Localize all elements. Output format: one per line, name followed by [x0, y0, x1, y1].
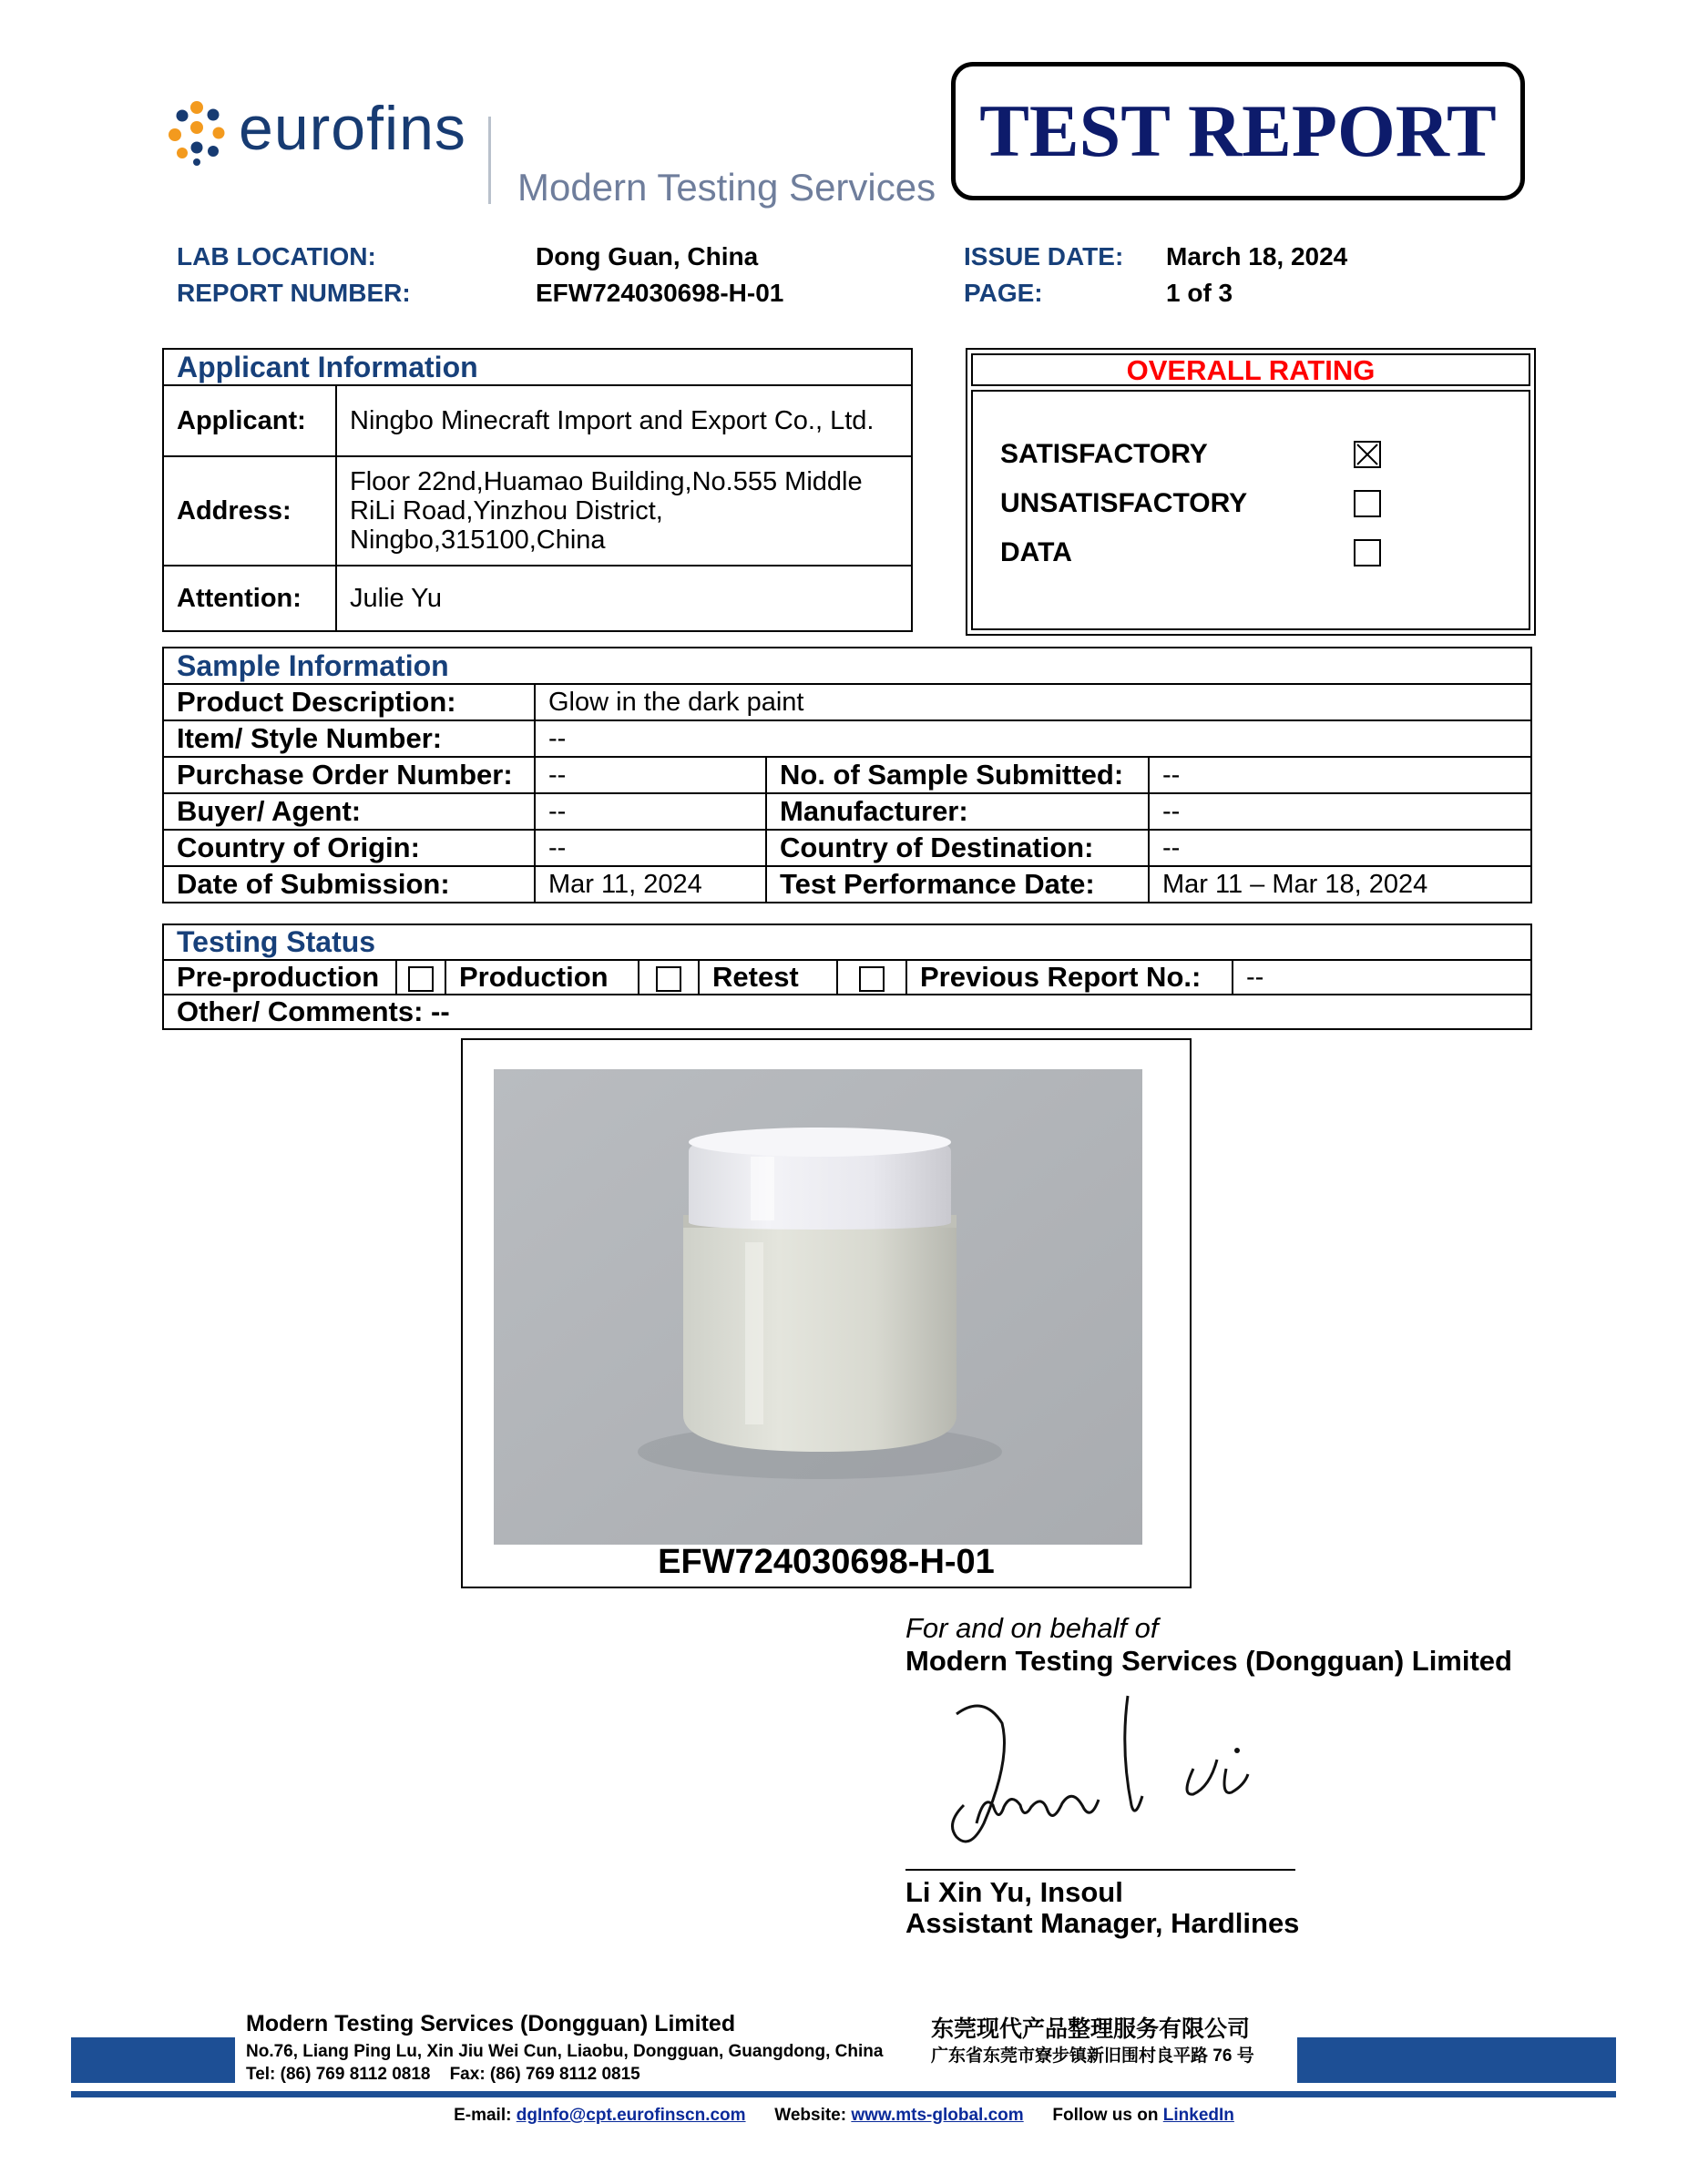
sample-info-heading: Sample Information: [163, 648, 1531, 684]
eurofins-logo-icon: [164, 100, 230, 166]
footer-tel-fax: Tel: (86) 769 8112 0818 Fax: (86) 769 8112 0815: [246, 2065, 640, 2084]
test-date-label: Test Performance Date:: [766, 866, 1149, 903]
rating-unsatisfactory-label: UNSATISFACTORY: [1000, 488, 1248, 518]
linkedin-link[interactable]: LinkedIn: [1162, 2106, 1234, 2125]
footer-rule: [71, 2091, 1616, 2097]
footer-address-en: No.76, Liang Ping Lu, Xin Jiu Wei Cun, Liaobu, Dongguan, Guangdong, China: [246, 2042, 884, 2061]
handwritten-signature: [920, 1687, 1284, 1860]
buyer-agent-value: --: [535, 793, 766, 830]
footer-bar-left: [71, 2037, 235, 2083]
logo-divider: [488, 117, 491, 204]
rating-satisfactory-label: SATISFACTORY: [1000, 439, 1208, 469]
buyer-agent-label: Buyer/ Agent:: [163, 793, 535, 830]
page-label: PAGE:: [964, 279, 1043, 307]
overall-rating-box: [966, 348, 1536, 636]
applicant-label: Applicant:: [163, 385, 336, 456]
pre-production-label: Pre-production: [163, 960, 396, 995]
lab-location-label: LAB LOCATION:: [177, 242, 376, 270]
manufacturer-value: --: [1149, 793, 1531, 830]
retest-label: Retest: [699, 960, 837, 995]
email-label: E-mail:: [454, 2106, 512, 2125]
production-checkbox[interactable]: [656, 966, 681, 992]
test-date-value: Mar 11 – Mar 18, 2024: [1149, 866, 1531, 903]
photo-caption: EFW724030698-H-01: [658, 1543, 995, 1581]
on-behalf-text: For and on behalf of: [905, 1612, 1159, 1644]
item-style-value: --: [535, 720, 1531, 757]
report-number-label: REPORT NUMBER:: [177, 279, 411, 307]
country-destination-value: --: [1149, 830, 1531, 866]
address-line-1: Floor 22nd,Huamao Building,No.555 Middle: [350, 467, 863, 496]
sample-info-table: [162, 647, 1532, 903]
testing-status-table: [162, 924, 1532, 1030]
sample-photo-frame: [461, 1038, 1192, 1588]
submission-date-label: Date of Submission:: [163, 866, 535, 903]
issue-date-label: ISSUE DATE:: [964, 242, 1124, 270]
footer-contact-links: [0, 2106, 1688, 2126]
signatory-title: Assistant Manager, Hardlines: [905, 1907, 1300, 1939]
checked-x-icon: [1356, 443, 1379, 466]
issue-date-value: March 18, 2024: [1166, 242, 1348, 270]
rating-data-checkbox[interactable]: [1354, 539, 1381, 566]
pre-production-cell: [396, 960, 445, 995]
manufacturer-label: Manufacturer:: [766, 793, 1149, 830]
production-label: Production: [445, 960, 639, 995]
report-title-box: [951, 62, 1525, 200]
footer-company-en: Modern Testing Services (Dongguan) Limited: [246, 2011, 736, 2036]
footer-company-cn: 东莞现代产品整理服务有限公司: [931, 2016, 1251, 2042]
email-link[interactable]: dgInfo@cpt.eurofinscn.com: [516, 2106, 746, 2125]
signatory-name: Li Xin Yu, Insoul: [905, 1876, 1123, 1908]
samples-submitted-value: --: [1149, 757, 1531, 793]
rating-data-label: DATA: [1000, 537, 1072, 567]
attention-label: Attention:: [163, 566, 336, 631]
retest-checkbox[interactable]: [859, 966, 885, 992]
address-line-3: Ningbo,315100,China: [350, 526, 606, 555]
footer-address-cn: 广东省东莞市寮步镇新旧围村良平路 76 号: [931, 2046, 1254, 2066]
address-line-2: RiLi Road,Yinzhou District,: [350, 496, 663, 526]
production-cell: [639, 960, 699, 995]
submission-date-value: Mar 11, 2024: [535, 866, 766, 903]
country-origin-value: --: [535, 830, 766, 866]
testing-status-heading: Testing Status: [163, 924, 1531, 960]
website-link[interactable]: www.mts-global.com: [851, 2106, 1024, 2125]
previous-report-value: --: [1233, 960, 1531, 995]
product-description-value: Glow in the dark paint: [535, 684, 1531, 720]
sample-jar-image: [494, 1069, 1142, 1545]
po-number-label: Purchase Order Number:: [163, 757, 535, 793]
footer-bar-right: [1297, 2037, 1616, 2083]
brand-name: eurofins: [239, 94, 466, 163]
applicant-info-table: [162, 348, 913, 632]
rating-unsatisfactory-checkbox[interactable]: [1354, 490, 1381, 517]
applicant-info-heading: Applicant Information: [163, 349, 912, 385]
report-title: TEST REPORT: [979, 89, 1497, 172]
website-label: Website:: [774, 2106, 847, 2125]
overall-rating-options: [971, 390, 1530, 630]
pre-production-checkbox[interactable]: [408, 966, 434, 992]
applicant-value: Ningbo Minecraft Import and Export Co., Ltd.: [336, 385, 912, 456]
country-destination-label: Country of Destination:: [766, 830, 1149, 866]
other-comments: Other/ Comments: --: [163, 995, 1531, 1029]
product-description-label: Product Description:: [163, 684, 535, 720]
samples-submitted-label: No. of Sample Submitted:: [766, 757, 1149, 793]
signing-company: Modern Testing Services (Dongguan) Limited: [905, 1645, 1512, 1677]
signature-line: [905, 1869, 1295, 1871]
overall-rating-heading: OVERALL RATING: [971, 353, 1530, 386]
address-label: Address:: [163, 456, 336, 566]
rating-satisfactory-checkbox[interactable]: [1354, 441, 1381, 468]
lab-location-value: Dong Guan, China: [536, 242, 759, 270]
po-number-value: --: [535, 757, 766, 793]
retest-cell: [837, 960, 906, 995]
address-value: [336, 456, 912, 566]
brand-tagline: Modern Testing Services: [517, 166, 936, 209]
follow-label: Follow us on: [1052, 2106, 1159, 2125]
report-number-value: EFW724030698-H-01: [536, 279, 784, 307]
country-origin-label: Country of Origin:: [163, 830, 535, 866]
attention-value: Julie Yu: [336, 566, 912, 631]
previous-report-label: Previous Report No.:: [906, 960, 1233, 995]
page-value: 1 of 3: [1166, 279, 1233, 307]
item-style-label: Item/ Style Number:: [163, 720, 535, 757]
